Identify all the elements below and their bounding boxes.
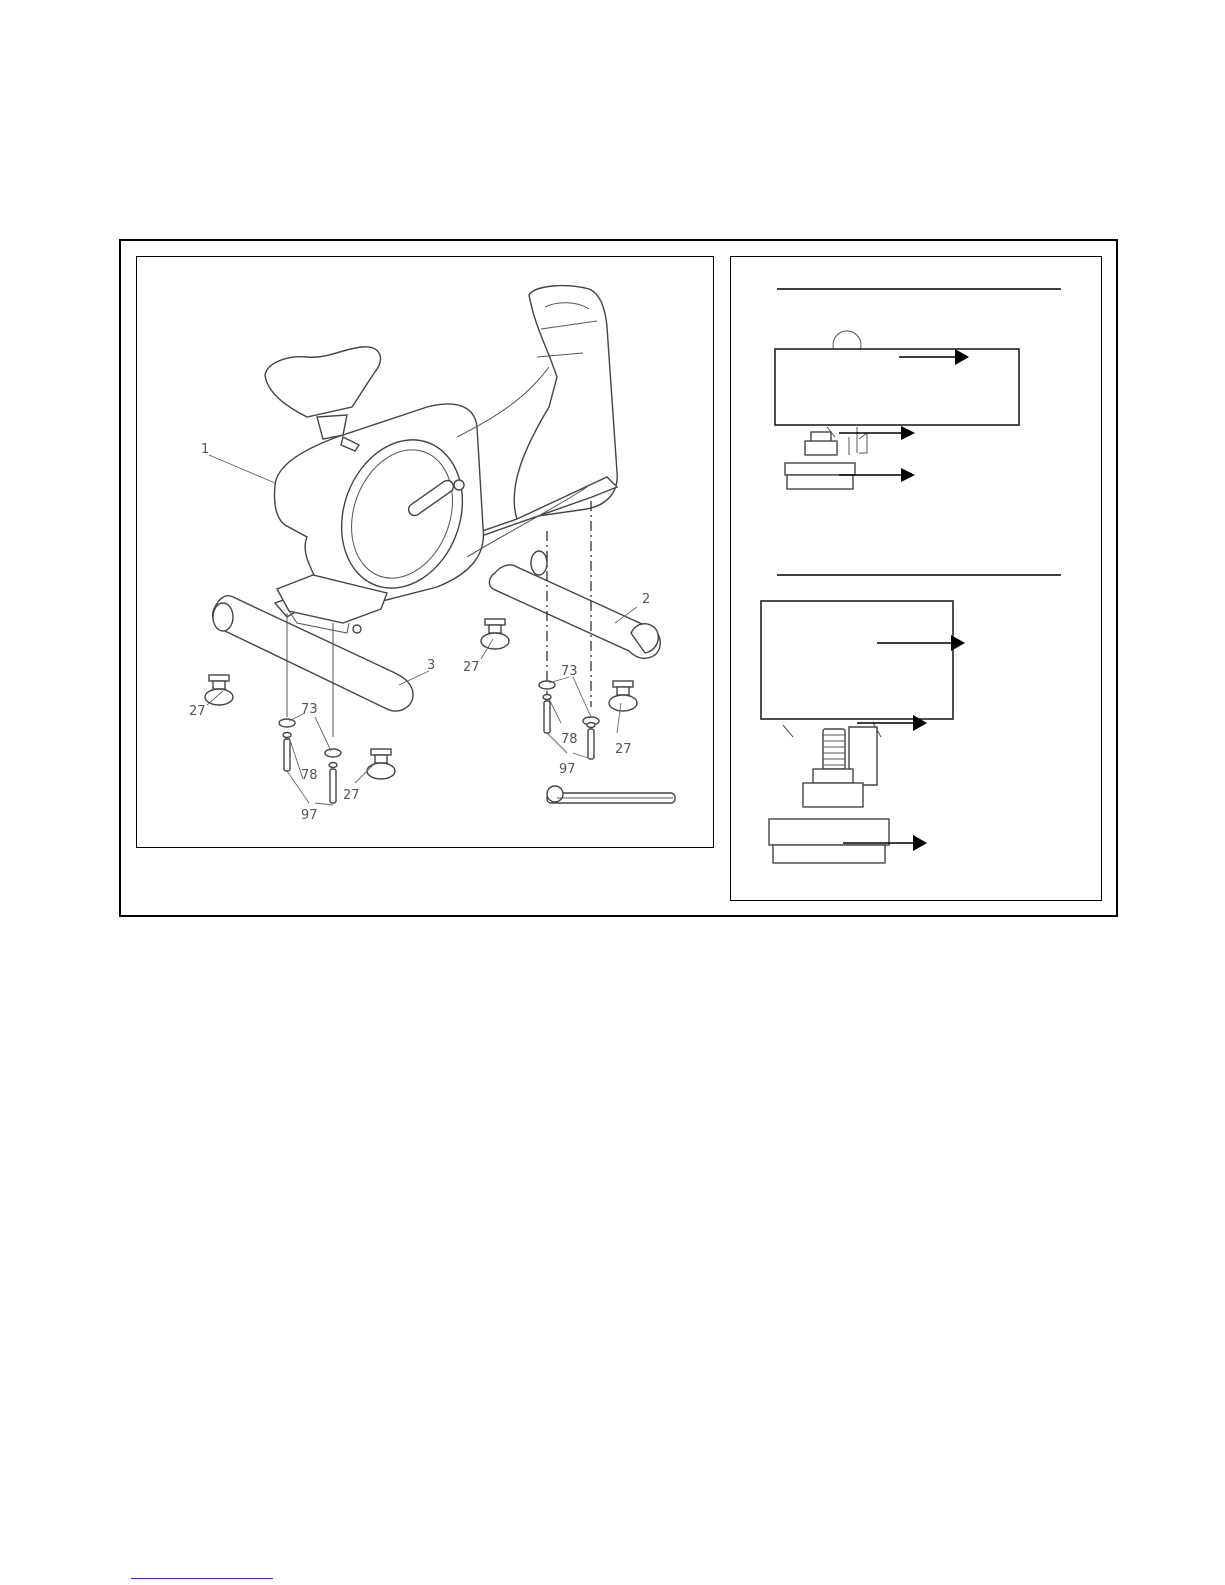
part-label-78-rear: 78 <box>561 732 578 747</box>
rear-stabilizer <box>489 551 660 658</box>
part-label-27-rear-left: 27 <box>463 660 480 675</box>
bike-frame <box>265 286 617 633</box>
detail-views-panel <box>730 256 1102 901</box>
part-label-97-rear: 97 <box>559 762 576 777</box>
part-label-3: 3 <box>427 658 436 673</box>
part-label-27-front-right: 27 <box>343 788 360 803</box>
part-label-27-rear-right: 27 <box>615 742 632 757</box>
footer-link-rule <box>131 1578 273 1579</box>
part-label-97-front: 97 <box>301 808 318 823</box>
assembly-drawing-panel <box>136 256 714 848</box>
part-label-1: 1 <box>201 442 210 457</box>
detail-view-bottom <box>761 575 1061 863</box>
part-label-27-front-left: 27 <box>189 704 206 719</box>
detail-views <box>731 257 1100 899</box>
assembly-drawing <box>137 257 712 846</box>
part-label-78-front: 78 <box>301 768 318 783</box>
callout-box-top <box>775 349 1019 425</box>
callout-arrow-top-2 <box>839 426 915 440</box>
part-label-2: 2 <box>642 592 651 607</box>
allen-wrench-tool <box>547 786 675 803</box>
part-label-73-rear: 73 <box>561 664 578 679</box>
part-label-73-front: 73 <box>301 702 318 717</box>
detail-view-top <box>775 289 1061 489</box>
callout-box-bottom <box>761 601 953 719</box>
